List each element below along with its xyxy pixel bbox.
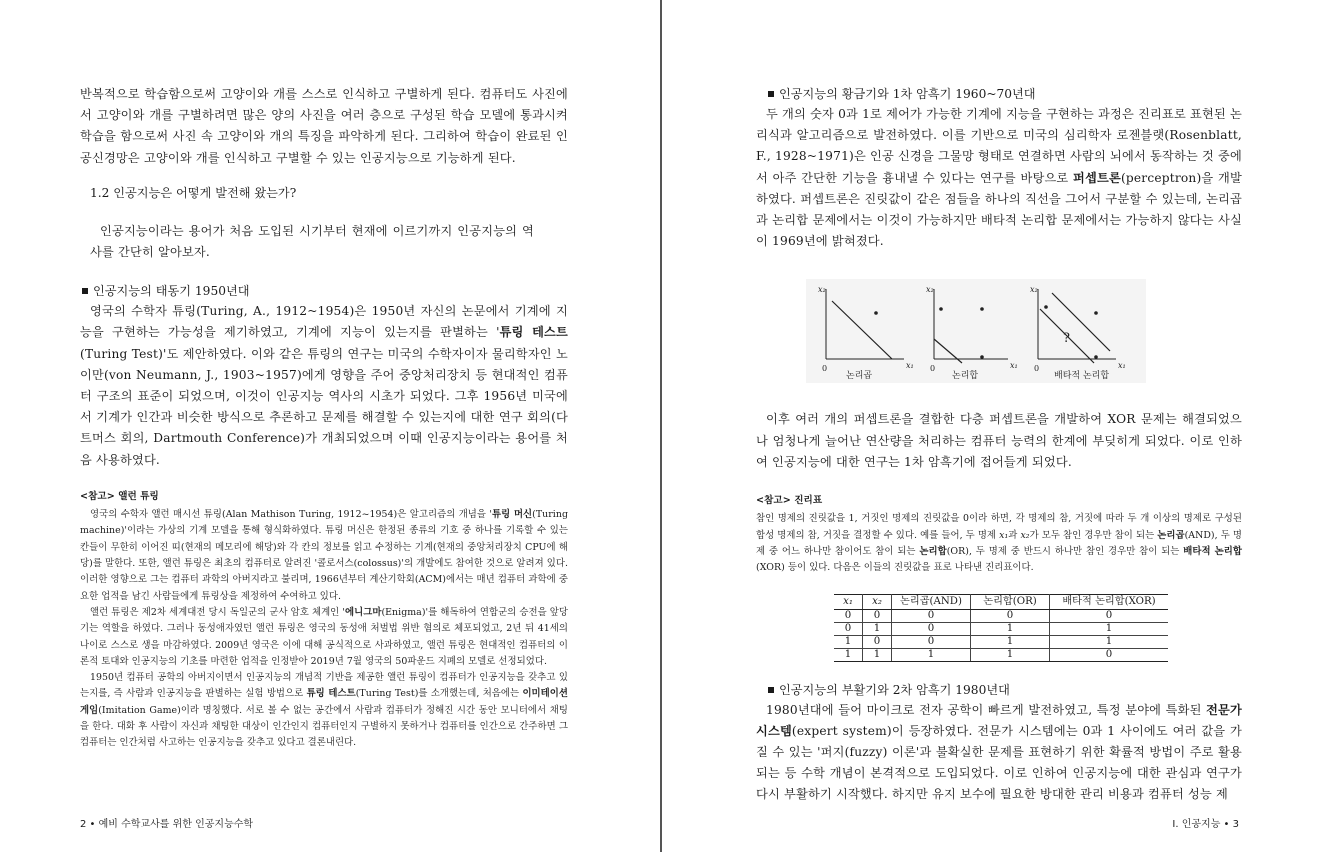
paragraph-multilayer: 이후 여러 개의 퍼셉트론을 결합한 다층 퍼셉트론을 개발하여 XOR 문제는 해결되었으나 엄청나게 늘어난 연산량을 처리하는 컴퓨터 능력의 한계에 부딪히게 되었다. 이로 인하여 인공지능에 대한 연구는 1차 암흑기에 접어들게 되었다. bbox=[756, 412, 1242, 469]
note-title: <참고> 진리표 bbox=[756, 495, 823, 507]
left-page bbox=[0, 0, 660, 852]
section-intro: 인공지능이라는 용어가 처음 도입된 시기부터 현재에 이르기까지 인공지능의 역사를 간단히 알아보자. bbox=[90, 223, 534, 260]
text: 두 개의 숫자 0과 1로 제어가 가능한 기계에 지능을 구현하는 과정은 진리표로 표현된 논리식과 알고리즘으로 발전하였다. 이를 기반으로 미국의 심리학자 로젠블랫(Rosenblatt, F., 1928~1971)은 인공 신경을 그물망 형태로 연결하면 사람의 뇌에서 동작하는 것 중에서 아주 간단한 기능을 흉내낼 수 있다는 연구를 바탕으로 bbox=[756, 107, 1242, 185]
text: (Turing Test)'도 제안하였다. 이와 같은 튜링의 연구는 미국의 수학자이자 물리학자인 노이만(von Neumann, J., 1903~1957)에게 영향을 주어 중앙처리장치 등 현대적인 컴퓨터 구조의 표준이 되었으며, 이것이 인공지능 역사의 시초가 되었다. 그후 1956년 미국에서 기계가 인간과 비슷한 방식으로 추론하고 문제를 해결할 수 있는지에 대한 연구 회의(다트머스 회의, Dartmouth Conference)가 개최되었으며 이때 인공지능이라는 용어를 처음 사용하였다. bbox=[80, 346, 568, 467]
panel-and bbox=[818, 285, 914, 381]
y-axis-label: x₂ bbox=[926, 285, 934, 295]
note-paragraph-2 bbox=[80, 605, 568, 670]
perceptron-figure bbox=[806, 279, 1146, 383]
table-cell: 1 bbox=[863, 648, 892, 661]
separating-line-2 bbox=[1052, 293, 1110, 351]
table-cell: 0 bbox=[1050, 648, 1169, 661]
paragraph-turing bbox=[80, 301, 568, 471]
table-cell: 0 bbox=[863, 609, 892, 622]
text: (Enigma)'를 해독하여 연합군의 승전을 앞당기는 역할을 하였다. 그러나 동성애자였던 앨런 튜링은 영국의 동성애 처벌법 위반 혐의로 체포되었고, 2년 뒤 41세의 나이로 스스로 생을 마감하였다. 2009년 영국은 이에 대해 공식적으로 사과하였고, 앨런 튜링은 현대적인 컴퓨터의 이론적 토대와 인공지능의 기초를 마련한 업적을 인정받아 2019년 7월 영국의 50파운드 지폐의 모델로 선정되었다. bbox=[80, 606, 569, 667]
page-footer-left: 2 • 예비 수학교사를 위한 인공지능수학 bbox=[80, 819, 254, 830]
note-alan-turing bbox=[80, 489, 568, 752]
term-turing-test: 튜링 테스트 bbox=[499, 325, 569, 340]
subheading-1960s-label: 인공지능의 황금기와 1차 암흑기 1960~70년대 bbox=[779, 87, 1036, 101]
table-cell: 0 bbox=[892, 622, 971, 635]
table-cell: 1 bbox=[1050, 622, 1169, 635]
header-xor: 배타적 논리합(XOR) bbox=[1050, 594, 1169, 609]
table-cell: 1 bbox=[971, 648, 1050, 661]
header-x1 bbox=[834, 594, 863, 609]
text: 참인 명제의 진릿값을 1, 거짓인 명제의 진릿값을 0이라 하면, 각 명제의 참, 거짓에 따라 두 개 이상의 명제로 구성된 합성 명제의 참, 거짓을 결정할 수 있다. 예를 들어, 두 명제 bbox=[756, 513, 1242, 541]
text: (AND), 두 명제 중 어느 하나만 참이어도 참이 되는 bbox=[756, 529, 1242, 557]
table-cell: 1 bbox=[863, 622, 892, 635]
question-mark: ? bbox=[1063, 331, 1070, 347]
x-axis-label: x₁ bbox=[906, 361, 914, 371]
y-axis-label: x₂ bbox=[818, 285, 826, 295]
term-perceptron: 퍼셉트론 bbox=[1073, 170, 1121, 185]
perceptron-diagram bbox=[806, 279, 1146, 383]
point-1-1 bbox=[980, 308, 984, 312]
text: 영국의 수학자 앨런 매시선 튜링(Alan Mathison Turing, 1912~1954)은 알고리즘의 개념을 ' bbox=[90, 509, 493, 521]
panel-label-or: 논리합 bbox=[952, 371, 979, 382]
page-footer-right: I. 인공지능 • 3 bbox=[1172, 819, 1239, 830]
section-title: 1.2 인공지능은 어떻게 발전해 왔는가? bbox=[90, 185, 297, 200]
text: 앨런 튜링은 제2차 세계대전 당시 독일군의 군사 암호 체계인 ' bbox=[90, 606, 346, 618]
x-axis-label: x₁ bbox=[1010, 361, 1018, 371]
table-header-row bbox=[834, 594, 1168, 609]
header-text: x₂ bbox=[872, 595, 882, 607]
point-0-1 bbox=[939, 308, 943, 312]
term-imitation-game: 이미테이션 게임 bbox=[80, 688, 568, 716]
x-axis-label: x₁ bbox=[1118, 361, 1126, 371]
text: (XOR) 등이 있다. 다음은 이들의 진릿값을 표로 나타낸 진리표이다. bbox=[756, 562, 1034, 574]
table-cell: 1 bbox=[834, 635, 863, 648]
table-cell: 0 bbox=[834, 609, 863, 622]
var-x1: x₁ bbox=[999, 529, 1009, 541]
header-and: 논리곱(AND) bbox=[892, 594, 971, 609]
subheading-1980s-label: 인공지능의 부활기와 2차 암흑기 1980년대 bbox=[779, 682, 1010, 697]
panel-or bbox=[926, 285, 1018, 381]
separating-line bbox=[832, 301, 892, 359]
text: 1980년대에 들어 마이크로 전자 공학이 빠르게 발전하였고, 특정 분야에 특화된 bbox=[766, 702, 1207, 717]
term-and: 논리곱 bbox=[1157, 529, 1185, 541]
point-1-1 bbox=[1094, 312, 1098, 316]
table-row bbox=[834, 648, 1168, 661]
text: 과 bbox=[1008, 529, 1021, 541]
subheading-1950s bbox=[80, 281, 568, 301]
table-cell: 1 bbox=[971, 622, 1050, 635]
text: (expert system)이 등장하였다. 전문가 시스템에는 0과 1 사이에도 여러 값을 가질 수 있는 '퍼지(fuzzy) 이론'과 불확실한 문제를 표현하기 위한 확률적 방법이 주로 활용되는 등 수학 개념이 본격적으로 도입되었다. 이로 인하여 인공지능에 대한 관심과 연구가 다시 부활하기 시작했다. 하지만 유지 보수에 필요한 방대한 관리 비용과 컴퓨터 성능 제 bbox=[756, 723, 1242, 802]
text: 영국의 수학자 튜링(Turing, A., 1912~1954)은 1950년 자신의 논문에서 기계에 지능을 구현하는 가능성을 제기하였고, 기계에 지능이 있는지를 판별하는 ' bbox=[80, 304, 568, 340]
header-or: 논리합(OR) bbox=[971, 594, 1050, 609]
term-enigma: 에니그마 bbox=[345, 606, 382, 618]
point-1-0 bbox=[1094, 356, 1098, 360]
text: 1950년 컴퓨터 공학의 아버지이면서 인공지능의 개념적 기반을 제공한 앨런 튜링이 컴퓨터가 인공지능을 갖추고 있는지를, 즉 사람과 인공지능을 판별하는 실험 방법으로 bbox=[80, 672, 568, 700]
subheading-1980s bbox=[756, 680, 1242, 700]
note-paragraph-3 bbox=[80, 670, 568, 751]
left-column bbox=[80, 84, 568, 752]
table-cell: 0 bbox=[1050, 609, 1169, 622]
text: (OR), 두 명제 중 반드시 하나만 참인 경우만 참이 되는 bbox=[946, 545, 1184, 557]
note-paragraph bbox=[756, 511, 1242, 576]
right-column bbox=[756, 84, 1242, 806]
point-0-1 bbox=[1044, 306, 1048, 310]
panel-xor bbox=[1030, 285, 1126, 381]
right-page bbox=[662, 0, 1323, 852]
origin-label: 0 bbox=[822, 364, 828, 374]
text: (Turing Test)를 소개했는데, 처음에는 bbox=[355, 688, 523, 700]
term-xor: 배타적 논리합 bbox=[1183, 545, 1242, 557]
table-row bbox=[834, 635, 1168, 648]
term-turing-test: 튜링 테스트 bbox=[306, 688, 356, 700]
subheading-1950s-label: 인공지능의 태동기 1950년대 bbox=[93, 284, 250, 299]
origin-label: 0 bbox=[1034, 364, 1040, 374]
note-paragraph-1 bbox=[80, 507, 568, 605]
table-cell: 0 bbox=[971, 609, 1050, 622]
text: (perceptron)을 개발하였다. 퍼셉트론은 진릿값이 같은 점들을 하나의 직선을 그어서 구분할 수 있는데, 논리곱과 논리합 문제에서는 이것이 가능하지만 배타적 논리합 문제에서는 가능하지 않다는 사실이 1969년에 밝혀졌다. bbox=[756, 170, 1242, 249]
point-1-1 bbox=[874, 312, 878, 316]
term-turing-machine: 튜링 머신 bbox=[492, 509, 533, 521]
table-cell: 1 bbox=[892, 648, 971, 661]
square-bullet-icon bbox=[768, 91, 774, 97]
table-row bbox=[834, 622, 1168, 635]
note-truth-table bbox=[756, 493, 1242, 576]
var-x2: x₂ bbox=[1020, 529, 1030, 541]
table-cell: 1 bbox=[1050, 635, 1169, 648]
term-or: 논리합 bbox=[919, 545, 947, 557]
y-axis-label: x₂ bbox=[1030, 285, 1038, 295]
text: (Turing machine)'이라는 가상의 기계 모델을 통해 형식화하였다. 튜링 머신은 한정된 종류의 기호 중 하나를 기록할 수 있는 칸들이 무한히 이어진 띠(현재의 메모리에 해당)와 각 칸의 정보를 읽고 수정하는 기계(현재의 중앙처리장치 CPU에 해당)를 말한다. 또한, 앨런 튜링은 최초의 컴퓨터로 알려진 '콜로서스(colossus)'의 개발에도 참여한 것으로 알려져 있다. 이러한 영향으로 그는 컴퓨터 과학의 아버지라고 불리며, 1966년부터 계산기학회(ACM)에서는 매년 컴퓨터 과학에 중요한 업적을 남긴 사람들에게 튜링상을 제정하여 수여하고 있다. bbox=[80, 509, 568, 602]
table-cell: 1 bbox=[834, 648, 863, 661]
square-bullet-icon bbox=[768, 687, 774, 693]
table-cell: 0 bbox=[892, 609, 971, 622]
panel-label-xor: 배타적 논리합 bbox=[1054, 371, 1110, 382]
paragraph-neural-net: 반복적으로 학습함으로써 고양이와 개를 스스로 인식하고 구별하게 된다. 컴퓨터도 사진에서 고양이와 개를 구별하려면 많은 양의 사진을 여러 층으로 구성된 학습 모델에 통과시켜 학습을 함으로써 사진 속 고양이와 개의 특징을 파악하게 된다. 그리하여 학습이 완료된 인공신경망은 고양이와 개를 인식하고 구별할 수 있는 인공지능으로 기능하게 된다. bbox=[80, 87, 568, 165]
table-row bbox=[834, 609, 1168, 622]
subheading-1960s bbox=[756, 84, 1242, 104]
paragraph-perceptron bbox=[756, 104, 1242, 252]
header-text: x₁ bbox=[843, 595, 853, 607]
table-cell: 1 bbox=[971, 635, 1050, 648]
paragraph-expert-system bbox=[756, 700, 1242, 806]
square-bullet-icon bbox=[82, 288, 88, 294]
table-cell: 0 bbox=[863, 635, 892, 648]
origin-label: 0 bbox=[930, 364, 936, 374]
point-1-0 bbox=[980, 356, 984, 360]
term-expert-system: 전문가 시스템 bbox=[756, 702, 1242, 738]
text: 가 모두 참인 경우만 참이 되는 bbox=[1029, 529, 1158, 541]
panel-label-and: 논리곱 bbox=[846, 371, 873, 382]
table-cell: 0 bbox=[834, 622, 863, 635]
note-title: <참고> 앨런 튜링 bbox=[80, 490, 159, 502]
header-x2 bbox=[863, 594, 892, 609]
table-cell: 0 bbox=[892, 635, 971, 648]
truth-table bbox=[834, 594, 1168, 662]
text: (Imitation Game)이라 명칭했다. 서로 볼 수 없는 공간에서 사람과 컴퓨터가 정해진 시간 동안 모니터에서 채팅을 한다. 대화 후 사람이 자신과 채팅한 대상이 인간인지 컴퓨터인지 구별하지 못하거나 컴퓨터를 인간으로 간주하면 그 컴퓨터는 인간처럼 사고하는 인공지능을 갖추고 있다고 결론내린다. bbox=[80, 704, 568, 749]
